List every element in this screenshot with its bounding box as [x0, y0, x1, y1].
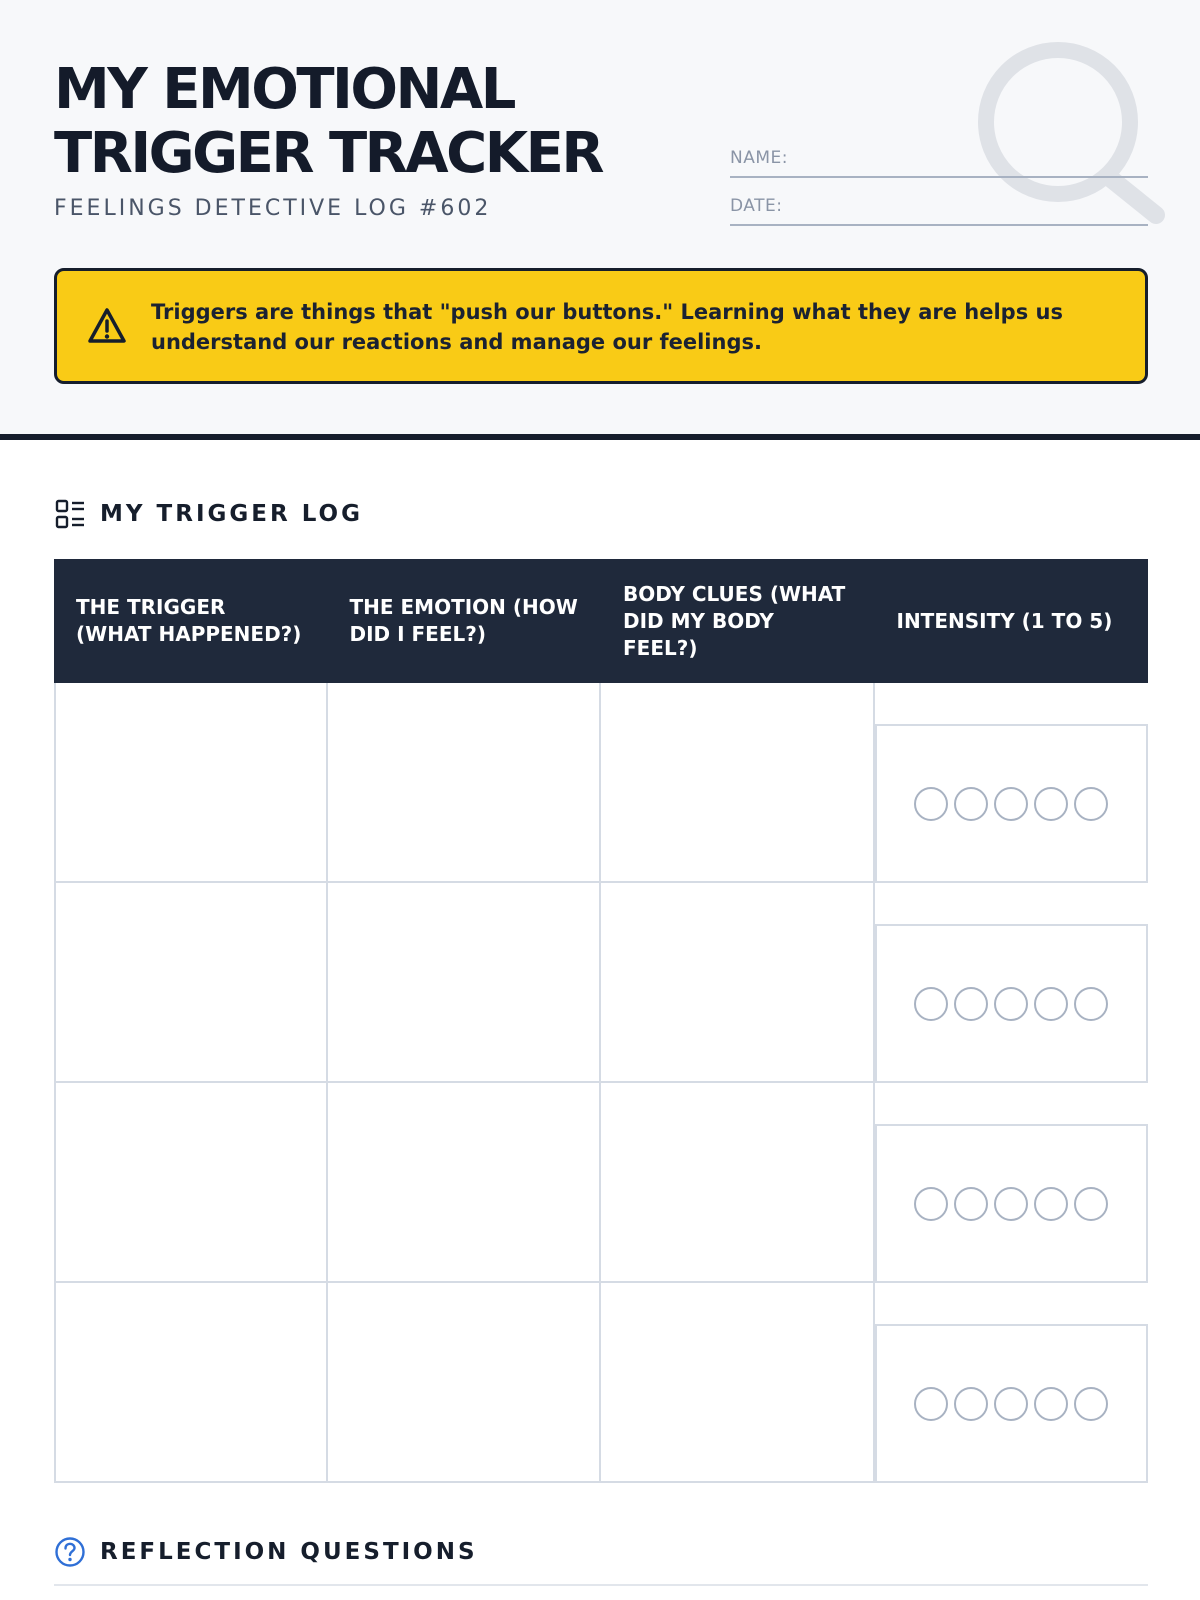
- column-header-emotion: THE EMOTION (HOW DID I FEEL?): [349, 595, 578, 646]
- trigger-log-table: [54, 559, 1148, 1483]
- page-title: [54, 58, 694, 186]
- page-subtitle: FEELINGS DETECTIVE LOG #602: [54, 196, 492, 221]
- intensity-rating-box: [875, 724, 1149, 883]
- intensity-circle[interactable]: [914, 787, 948, 821]
- intensity-circle[interactable]: [1074, 987, 1108, 1021]
- table-header: [54, 559, 1148, 683]
- intensity-rating-box: [875, 924, 1149, 1083]
- trigger-cell[interactable]: [54, 883, 328, 1083]
- column-header-trigger: THE TRIGGER (WHAT HAPPENED?): [76, 595, 302, 646]
- divider: [54, 1584, 1148, 1586]
- intensity-circle[interactable]: [994, 987, 1028, 1021]
- intensity-cell: [875, 1083, 1149, 1283]
- intensity-circle[interactable]: [914, 1387, 948, 1421]
- intensity-circle[interactable]: [954, 987, 988, 1021]
- info-alert: [54, 268, 1148, 384]
- intensity-circle[interactable]: [994, 787, 1028, 821]
- intensity-rating-box: [875, 1324, 1149, 1483]
- intensity-cell: [875, 883, 1149, 1083]
- trigger-cell[interactable]: [54, 1083, 328, 1283]
- table-row: [54, 1283, 1148, 1483]
- intensity-circle[interactable]: [1074, 1387, 1108, 1421]
- warning-icon: [87, 307, 127, 345]
- list-icon: [54, 498, 86, 530]
- intensity-circle[interactable]: [954, 1187, 988, 1221]
- title-line-1: MY EMOTIONAL: [54, 57, 514, 122]
- intensity-circle[interactable]: [1034, 1187, 1068, 1221]
- intensity-cell: [875, 1283, 1149, 1483]
- intensity-circle[interactable]: [1074, 1187, 1108, 1221]
- trigger-log-title: MY TRIGGER LOG: [100, 501, 363, 527]
- date-field[interactable]: [730, 190, 1148, 226]
- body-clues-cell[interactable]: [601, 1283, 875, 1483]
- intensity-rating-box: [875, 1124, 1149, 1283]
- name-label: NAME:: [730, 148, 788, 168]
- intensity-circle[interactable]: [1034, 1387, 1068, 1421]
- intensity-circle[interactable]: [994, 1387, 1028, 1421]
- intensity-circle[interactable]: [1034, 787, 1068, 821]
- date-label: DATE:: [730, 196, 783, 216]
- table-row: [54, 883, 1148, 1083]
- table-row: [54, 683, 1148, 883]
- table-row: [54, 1083, 1148, 1283]
- question-circle-icon: [54, 1536, 86, 1568]
- column-header-intensity: INTENSITY (1 TO 5): [896, 608, 1113, 633]
- emotion-cell[interactable]: [328, 1083, 602, 1283]
- intensity-circle[interactable]: [954, 787, 988, 821]
- worksheet-header: [0, 0, 1200, 440]
- name-field[interactable]: [730, 142, 1148, 178]
- body-clues-cell[interactable]: [601, 1083, 875, 1283]
- trigger-log-heading: [54, 498, 363, 530]
- title-line-2: TRIGGER TRACKER: [54, 121, 602, 186]
- intensity-circle[interactable]: [954, 1387, 988, 1421]
- intensity-circle[interactable]: [914, 1187, 948, 1221]
- emotion-cell[interactable]: [328, 1283, 602, 1483]
- intensity-circle[interactable]: [1074, 787, 1108, 821]
- reflection-title: REFLECTION QUESTIONS: [100, 1539, 478, 1565]
- intensity-circle[interactable]: [994, 1187, 1028, 1221]
- column-header-body-clues: BODY CLUES (WHAT DID MY BODY FEEL?): [623, 581, 846, 660]
- alert-text: Triggers are things that "push our buttons." Learning what they are helps us understand our reactions and manage our feelings.: [151, 300, 1063, 354]
- trigger-cell[interactable]: [54, 1283, 328, 1483]
- emotion-cell[interactable]: [328, 683, 602, 883]
- emotion-cell[interactable]: [328, 883, 602, 1083]
- body-clues-cell[interactable]: [601, 683, 875, 883]
- trigger-cell[interactable]: [54, 683, 328, 883]
- intensity-circle[interactable]: [914, 987, 948, 1021]
- intensity-circle[interactable]: [1034, 987, 1068, 1021]
- table-body: [54, 683, 1148, 1483]
- reflection-heading: [54, 1536, 478, 1568]
- body-clues-cell[interactable]: [601, 883, 875, 1083]
- intensity-cell: [875, 683, 1149, 883]
